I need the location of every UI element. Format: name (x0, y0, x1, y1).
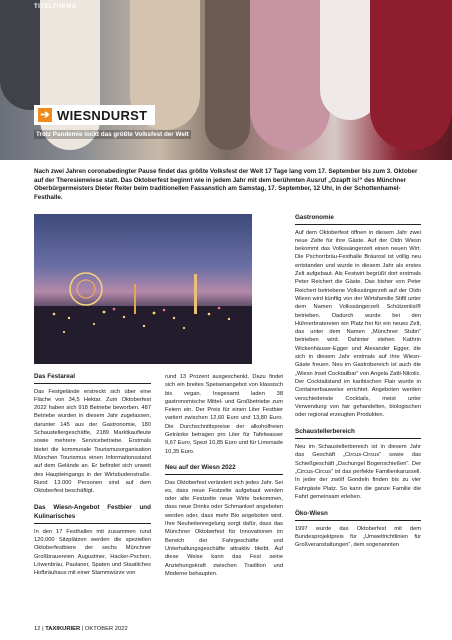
paragraph-festbier: rund 13 Prozent ausgeschenkt. Dazu findet sich ein breites Speisenangebot von klassisch bis vegan. Insgesamt laden 38 gastronomische Mittel- und Großbetriebe zum Feiern ein. Der Preis für einen Liter Festbier variiert zwischen 12,60 Euro und 13,80 Euro. Die Durchschnittspreise der alkoholfreien Getränke betragen pro Liter für Tafelwasser 9,67 Euro, Spezi 10,85 Euro und für Limonade 10,35 Euro. (165, 374, 283, 455)
paragraph-neu-auf-der-wiesn: Das Oktoberfest verändert sich jedes Jahr. Sei es, dass neue Festzelte aufgebaut werden oder alte Festzelte neue Wirte bekommen, dass neue Drinks oder Schmankerl angeboten werden oder, dass mehr Bio angeboten wird. Ihre Neuheitenregelung sorgt dafür, dass das Münchner Oktoberfest für Innovationen im Bereich der Fahrgeschäfte und Unterhaltungsgeschäfte attraktiv bleibt. Auf diese Weise kann das Fest seine Anziehungskraft zwischen Tradition und Moderne behaupten. (165, 479, 283, 577)
column-1 (34, 373, 151, 577)
heading-festareal: Das Festareal (34, 373, 151, 384)
article-title: WIESNDURST (57, 107, 148, 123)
paragraph-wiesn-angebot: In den 17 Festhallen mit zusammen rund 120.000 Sitzplätzen werden die speziellen Oktoberfestbiere der sechs Münchner Großbrauereien Augustiner, Hacker-Pschorr, Löwenbräu, Paulaner, Spaten und Staatliches Hofbräuhaus mit einer Stammwürze von (34, 528, 151, 577)
issue-date: OKTOBER 2022 (84, 626, 128, 632)
paragraph-oeko-wiesn: 1997 wurde das Oktoberfest mit dem Bundesprojektpreis für „Umweltrichtlinien für Großveranstaltungen“, dem sogenannten (295, 525, 421, 549)
heading-schaustellerbereich: Schaustellerbereich (295, 428, 421, 439)
column-3 (295, 214, 421, 550)
oktoberfest-illustration (34, 214, 252, 364)
oktoberfest-night-photo (34, 214, 252, 364)
arrow-right-icon: ➔ (38, 108, 52, 122)
heading-oeko-wiesn: Öko-Wiesn (295, 510, 421, 521)
heading-gastronomie: Gastronomie (295, 214, 421, 225)
hero-photo (0, 0, 452, 160)
article-lead: Nach zwei Jahren coronabedingter Pause findet das größte Volksfest der Welt 17 Tage lang vom 17. September bis zum 3. Oktober auf der Theresienwiese statt. Das Oktoberfest beginnt wie in jedem Jahr mit dem berühmten Ausruf „Ozapft is!“ des Münchner Oberbürgermeisters Dieter Reiter beim traditionellen Fassanstich am Samstag, 17. September, 12 Uhr, in der Schottenhamel-Festhalle. (34, 168, 418, 201)
column-2 (165, 373, 283, 578)
paragraph-gastronomie: Auf dem Oktoberfest öffnen in diesem Jahr zwei neue Zelte für ihre Gäste. Auf der Oidn Wiesn bekommt das Volkssängerzelt einen neuen Wirt. Die Pschorrbräu-Festhalle Bräurosl ist völlig neu entstanden und wurde in diesem Jahr als erstes Zelt aufgebaut. Als Festwirt begrüßt dort erstmals Peter Reichert die Gäste. Das bisher von Peter Reichert betriebene Volkssängerzelt auf der Oidn Wiesn wird künftig von der Wirtsfamilie Stiftl unter dem Namen Volkssängerzelt Schützenlisl® betrieben. Dadurch wurde bei den Hühnerbratereien ein Platz frei für ein neues Zelt, das unter dem Namen „Münchner Stubn“ betrieben wird. Dahinter stehen Kathrin Wickenhäuser-Egger und Alexander Egger, die sich in diesem Jahr erstmals auf ihre Wiesn-Gäste freuen. Neu im Gastrobereich ist auch die „Wiesn Insel Cocktailbar“ von Angela Zattl-Nikolic. Der Cocktailstand im karibischen Flair wurde in Containerbauweise errichtet. Angeboten werden verschiedenste Cocktails, meist unter Verwendung von fair gehandelten, biologischen oder regional erzeugten Produkten. (295, 229, 421, 419)
heading-wiesn-angebot: Das Wiesn-Angebot Festbier und Kulinarisches (34, 504, 151, 523)
section-label: TITELTHEMA (34, 4, 77, 10)
magazine-name: TAXIKURIER (45, 626, 81, 632)
article-kicker (34, 105, 155, 125)
paragraph-schaustellerbereich: Neu im Schaustellerbereich ist in diesem Jahr das Geschäft „Circus-Circus“ sowie das Schießgeschäft „Dschungel Bogenschießen“. Der „Circus-Circus“ ist das perfekte Familienkarussell. In jeder der zwölf Gondeln finden bis zu vier Fahrgäste Platz. So kann die ganze Familie die Fahrt gemeinsam erleben. (295, 444, 421, 500)
paragraph-festareal: Das Festgelände erstreckt sich über eine Fläche von 34,5 Hektar. Zum Oktoberfest 2022 haben sich 918 Betriebe beworben. 487 Betriebe wurden in diesem Jahr zugelassen, darunter 145 aus der Gastronomie, 180 Schaustellergeschäfte, 2189 Marktkaufleute sowie mehrere Servicebetriebe. Erstmals bietet die kommunale Tourismusorganisation München Tourismus einen Informationsstand auf dem Gelände an. Er befindet sich unweit des Haupteingangs in der Wirtsbudenstraße. Rund 13.000 Personen sind auf dem Oktoberfest beschäftigt. (34, 388, 151, 495)
page-footer: 12 | TAXIKURIER | OKTOBER 2022 (34, 626, 128, 632)
heading-neu-auf-der-wiesn: Neu auf der Wiesn 2022 (165, 464, 283, 475)
page-number: 12 (34, 626, 41, 632)
article-subtitle: Trotz Pandemie lockt das größte Volksfest der Welt (36, 131, 189, 138)
